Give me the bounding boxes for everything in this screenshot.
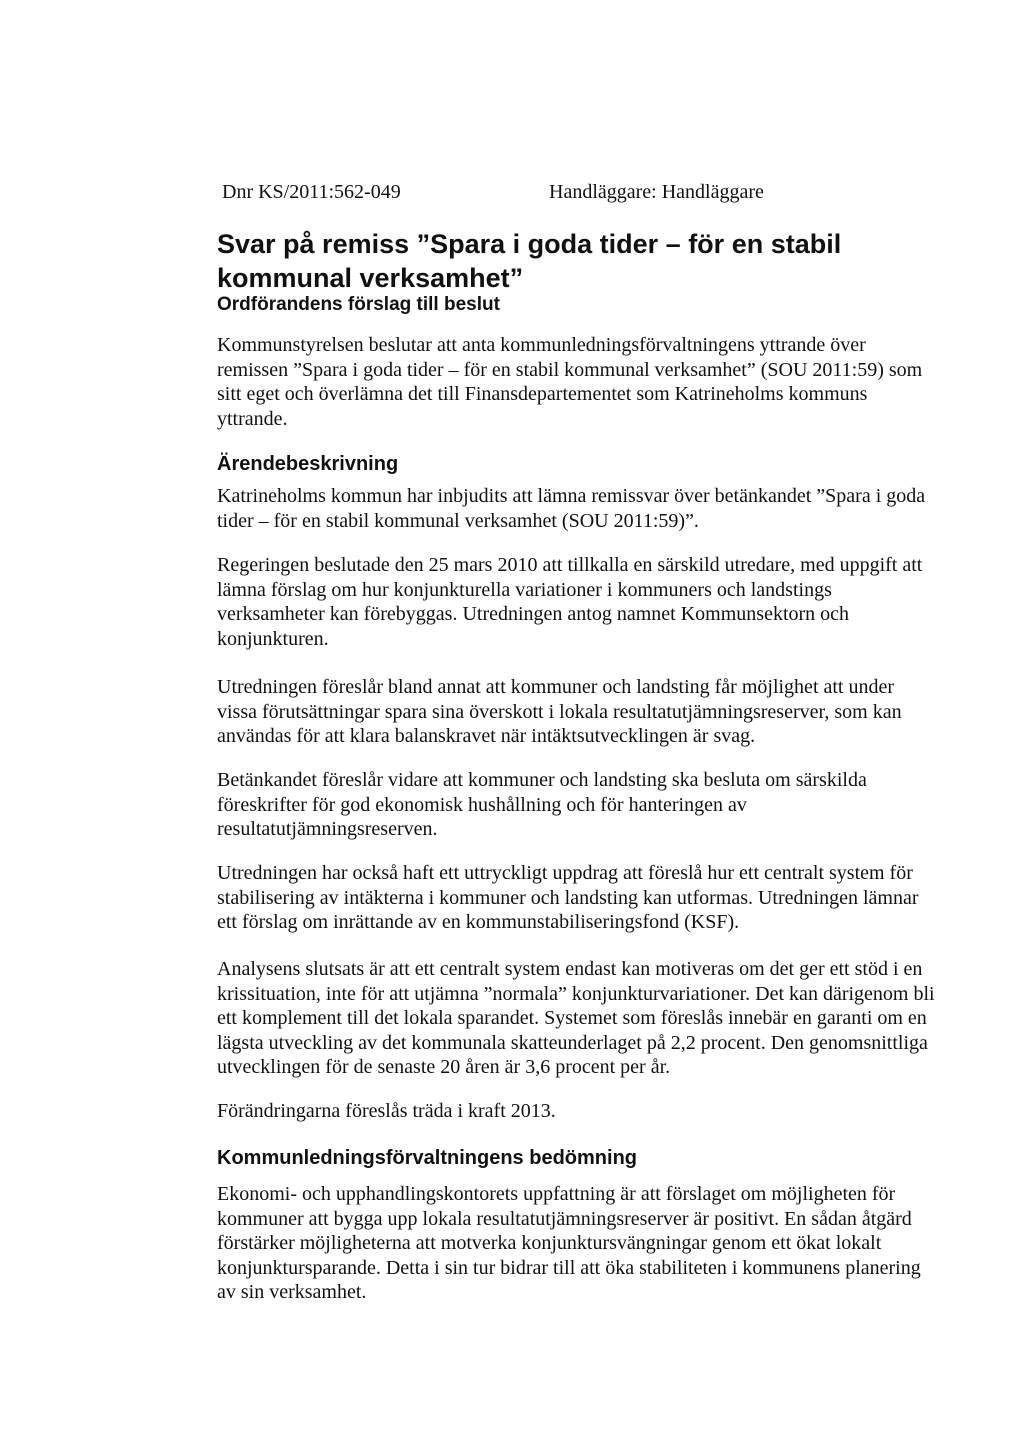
diarienummer: Dnr KS/2011:562-049 (222, 181, 401, 203)
bedomning-paragraph: Ekonomi- och upphandlingskontorets uppfattning är att förslaget om möjligheten för kommuner att bygga upp lokala resultatutjämningsreserver är positivt. En sådan åtgärd förstärker möjligheterna att motverka konjunktursvängningar genom ett ökat lokalt konjunktursparande. Detta i sin tur bidrar till att öka stabiliteten i kommunens planering av sin verksamhet. (217, 1183, 921, 1303)
section-heading-bedomning: Kommunledningsförvaltningens bedömning (217, 1147, 637, 1169)
handlaggare: Handläggare: Handläggare (549, 181, 764, 203)
arende-paragraph: Analysens slutsats är att ett centralt system endast kan motiveras om det ger ett stöd i en krissituation, inte för att utjämna ”normala” konjunkturvariationer. Det kan därigenom bli ett komplement till det lokala sparandet. Systemet som föreslås innebär en garanti om en lägsta utveckling av det kommunala skatteunderlaget på 2,2 procent. Den genomsnittliga utvecklingen för de senaste 20 åren är 3,6 procent per år. (217, 958, 935, 1078)
section-heading-forslag: Ordförandens förslag till beslut (217, 294, 500, 315)
document-title: Svar på remiss ”Spara i goda tider – för en stabil kommunal verksamhet” (217, 229, 842, 293)
arende-paragraph: Utredningen föreslår bland annat att kommuner och landsting får möjlighet att under vissa förutsättningar spara sina överskott i lokala resultatutjämningsreserver, som kan användas för att klara balanskravet när intäktsutvecklingen är svag. (217, 676, 902, 747)
arende-paragraph: Regeringen beslutade den 25 mars 2010 att tillkalla en särskild utredare, med uppgift att lämna förslag om hur konjunkturella variationer i kommuners och landstings verksamheter kan förebyggas. Utredningen antog namnet Kommunsektorn och konjunkturen. (217, 554, 923, 650)
forslag-paragraph: Kommunstyrelsen beslutar att anta kommunledningsförvaltningens yttrande över remissen ”Spara i goda tider – för en stabil kommunal verksamhet” (SOU 2011:59) som sitt eget och överlämna det till Finansdepartementet som Katrineholms kommuns yttrande. (217, 334, 923, 430)
arende-paragraph: Katrineholms kommun har inbjudits att lämna remissvar över betänkandet ”Spara i goda tider – för en stabil kommunal verksamhet (SOU 2011:59)”. (217, 485, 926, 532)
section-heading-arendebeskrivning: Ärendebeskrivning (217, 453, 399, 475)
arende-paragraph: Förändringarna föreslås träda i kraft 2013. (217, 1100, 556, 1122)
arende-paragraph: Betänkandet föreslår vidare att kommuner och landsting ska besluta om särskilda föreskrifter för god ekonomisk hushållning och för hanteringen av resultatutjämningsreserven. (217, 769, 867, 840)
arende-paragraph: Utredningen har också haft ett uttryckligt uppdrag att föreslå hur ett centralt system för stabilisering av intäkterna i kommuner och landsting kan utformas. Utredningen lämnar ett förslag om inrättande av en kommunstabiliseringsfond (KSF). (217, 862, 919, 933)
